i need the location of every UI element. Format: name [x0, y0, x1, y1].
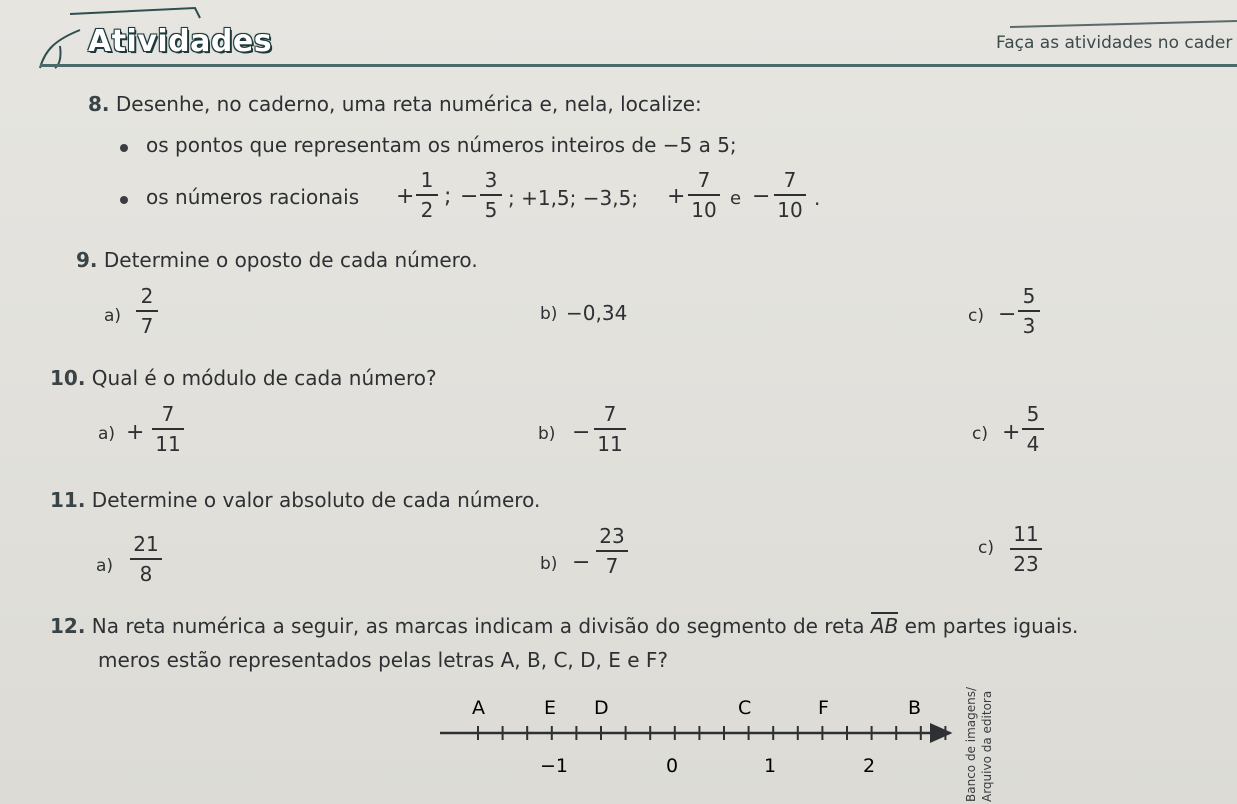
denominator: 23 — [1013, 552, 1039, 576]
question-text: Na reta numérica a seguir, as marcas indicam a divisão do segmento de reta — [91, 614, 865, 638]
sign: − — [572, 550, 591, 575]
fraction — [688, 168, 720, 222]
sign: − — [572, 420, 591, 445]
fraction — [136, 284, 158, 338]
question-number: 10. — [50, 366, 86, 390]
bullet-icon — [120, 144, 128, 152]
sign: − — [460, 184, 479, 209]
item-label: c) — [968, 306, 984, 326]
fraction-bar — [1010, 548, 1042, 550]
page-title: Atividades — [88, 24, 273, 59]
fraction-bar — [130, 558, 162, 560]
item-label: a) — [98, 424, 116, 444]
denominator: 10 — [691, 198, 717, 222]
question-12 — [50, 614, 1078, 638]
fraction — [774, 168, 806, 222]
q8-decimals: ; +1,5; −3,5; — [508, 186, 639, 210]
numerator: 7 — [783, 168, 797, 192]
point-label-c: C — [738, 697, 752, 719]
image-credit — [962, 668, 1002, 804]
question-12-line-2: meros estão representados pelas letras A, B, C, D, E e F? — [98, 648, 669, 672]
sign: + — [126, 420, 145, 445]
fraction — [152, 402, 184, 456]
question-8 — [88, 92, 702, 116]
fraction-bar — [594, 428, 626, 430]
fraction-bar — [480, 194, 502, 196]
question-text-end: em partes iguais. — [904, 614, 1079, 638]
numerator: 7 — [161, 402, 175, 426]
header-divider — [40, 64, 1237, 67]
fraction — [480, 168, 502, 222]
point-label-d: D — [594, 697, 609, 719]
denominator: 7 — [140, 314, 154, 338]
item-label: b) — [540, 554, 558, 574]
denominator: 11 — [597, 432, 623, 456]
sign: + — [396, 184, 415, 209]
fraction-bar — [416, 194, 438, 196]
fraction — [1018, 284, 1040, 338]
sign: − — [998, 302, 1017, 327]
credit-line-2: Arquivo da editora — [980, 690, 994, 802]
header-subtitle: Faça as atividades no cader — [996, 33, 1233, 53]
fraction-bar — [1018, 310, 1040, 312]
credit-line-1: Banco de imagens/ — [964, 686, 978, 802]
numerator: 7 — [697, 168, 711, 192]
fraction — [594, 402, 626, 456]
fraction-bar — [1022, 428, 1044, 430]
question-11 — [50, 488, 540, 512]
denominator: 11 — [155, 432, 181, 456]
item-label: a) — [104, 306, 122, 326]
question-number: 9. — [76, 248, 98, 272]
number-line — [430, 688, 960, 778]
segment-ab: AB — [870, 614, 899, 638]
sign: − — [752, 184, 771, 209]
question-text: Desenhe, no caderno, uma reta numérica e, nela, localize: — [115, 92, 702, 116]
point-label-b: B — [908, 697, 922, 719]
item-label: c) — [978, 538, 994, 558]
numerator: 1 — [420, 168, 434, 192]
numerator: 11 — [1013, 522, 1039, 546]
point-label-f: F — [818, 697, 829, 719]
tick-label: 2 — [863, 755, 876, 777]
denominator: 10 — [777, 198, 803, 222]
fraction — [596, 524, 628, 578]
sign: + — [1002, 420, 1021, 445]
denominator: 3 — [1022, 314, 1036, 338]
period: . — [814, 186, 821, 210]
denominator: 8 — [139, 562, 153, 586]
numerator: 7 — [603, 402, 617, 426]
separator: ; — [444, 184, 452, 209]
value: −0,34 — [566, 301, 628, 325]
item-label: c) — [972, 424, 988, 444]
tick-label: 1 — [764, 755, 777, 777]
fraction — [1010, 522, 1042, 576]
question-number: 8. — [88, 92, 110, 116]
bullet-icon — [120, 196, 128, 204]
fraction — [130, 532, 162, 586]
fraction — [1022, 402, 1044, 456]
question-text: Determine o oposto de cada número. — [103, 248, 478, 272]
fraction-bar — [774, 194, 806, 196]
tick-label: 0 — [666, 755, 679, 777]
question-number: 12. — [50, 614, 86, 638]
denominator: 7 — [605, 554, 619, 578]
question-text: Determine o valor absoluto de cada número. — [91, 488, 541, 512]
numerator: 21 — [133, 532, 159, 556]
numerator: 2 — [140, 284, 154, 308]
point-label-a: A — [472, 697, 485, 719]
question-text: Qual é o módulo de cada número? — [91, 366, 437, 390]
sign: + — [667, 184, 686, 209]
fraction-bar — [688, 194, 720, 196]
denominator: 2 — [420, 198, 434, 222]
fraction — [416, 168, 438, 222]
item-label: b) — [538, 424, 556, 444]
item-label: b) — [540, 304, 558, 324]
fraction-bar — [152, 428, 184, 430]
subtitle-rule — [1010, 20, 1237, 28]
question-number: 11. — [50, 488, 86, 512]
tick-label: −1 — [540, 755, 569, 777]
fraction-bar — [136, 310, 158, 312]
numerator: 23 — [599, 524, 625, 548]
point-label-e: E — [544, 697, 557, 719]
q8-bullet-2-intro: os números racionais — [146, 185, 360, 209]
question-9 — [76, 248, 478, 272]
numerator: 5 — [1026, 402, 1040, 426]
fraction-bar — [596, 550, 628, 552]
numerator: 3 — [484, 168, 498, 192]
conjunction: e — [730, 188, 742, 209]
item-label: a) — [96, 556, 114, 576]
q8-bullet-1: os pontos que representam os números inteiros de −5 a 5; — [146, 133, 737, 157]
question-10 — [50, 366, 437, 390]
denominator: 4 — [1026, 432, 1040, 456]
numerator: 5 — [1022, 284, 1036, 308]
denominator: 5 — [484, 198, 498, 222]
